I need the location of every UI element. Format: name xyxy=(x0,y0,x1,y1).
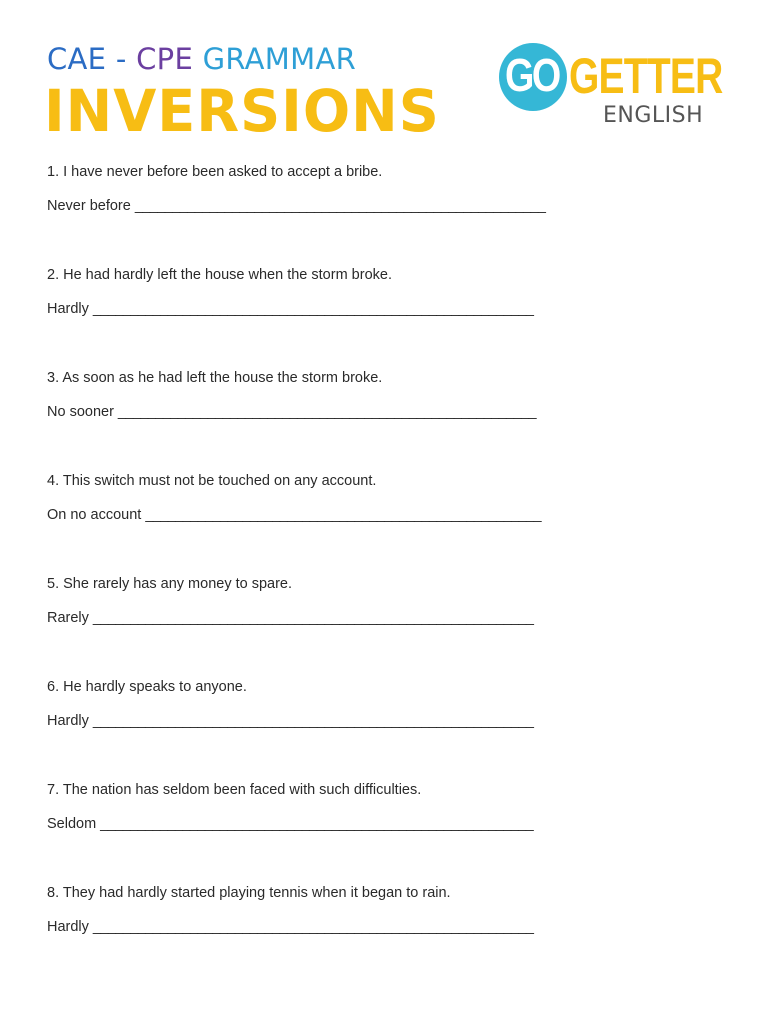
answer-blank[interactable]: __________________________________________________________ xyxy=(100,816,534,832)
answer-blank[interactable]: _____________________________________________________ xyxy=(145,507,541,523)
answer-blank[interactable]: ___________________________________________________________ xyxy=(92,713,534,729)
answer-blank[interactable]: ___________________________________________________________ xyxy=(92,610,534,626)
question-sentence: 8. They had hardly started playing tennis when it began to rain. xyxy=(47,885,451,901)
answer-row xyxy=(47,299,727,319)
question-sentence: 7. The nation has seldom been faced with such difficulties. xyxy=(47,782,422,798)
question-list xyxy=(47,162,727,986)
question-sentence: 5. She rarely has any money to spare. xyxy=(47,576,293,592)
worksheet-subtitle xyxy=(47,42,356,76)
answer-prompt: Hardly xyxy=(47,919,89,935)
question-sentence: 4. This switch must not be touched on any account. xyxy=(47,473,377,489)
answer-row xyxy=(47,402,727,422)
question-item xyxy=(47,471,727,574)
worksheet-title: INVERSIONS xyxy=(44,77,440,145)
subtitle-cpe: CPE xyxy=(136,42,194,76)
answer-row xyxy=(47,196,727,216)
answer-prompt: Hardly xyxy=(47,301,89,317)
answer-blank[interactable]: ___________________________________________________________ xyxy=(92,301,534,317)
question-sentence: 6. He hardly speaks to anyone. xyxy=(47,679,247,695)
question-item xyxy=(47,780,727,883)
logo-english-text: ENGLISH xyxy=(603,103,704,128)
question-item xyxy=(47,677,727,780)
subtitle-cae: CAE - xyxy=(47,42,137,76)
answer-row xyxy=(47,711,727,731)
answer-prompt: No sooner xyxy=(47,404,114,420)
gogetter-logo xyxy=(499,43,723,128)
answer-prompt: Never before xyxy=(47,198,131,214)
question-item xyxy=(47,883,727,986)
answer-blank[interactable]: ___________________________________________________________ xyxy=(92,919,534,935)
question-item xyxy=(47,574,727,677)
answer-row xyxy=(47,505,727,525)
answer-prompt: Rarely xyxy=(47,610,89,626)
logo-go-text: GO xyxy=(505,49,559,101)
question-item xyxy=(47,265,727,368)
answer-row xyxy=(47,608,727,628)
answer-blank[interactable]: _______________________________________________________ xyxy=(134,198,546,214)
answer-row xyxy=(47,917,727,937)
answer-prompt: Seldom xyxy=(47,816,97,832)
question-item xyxy=(47,162,727,265)
question-sentence: 1. I have never before been asked to accept a bribe. xyxy=(47,164,383,180)
question-sentence: 3. As soon as he had left the house the storm broke. xyxy=(47,370,383,386)
question-item xyxy=(47,368,727,471)
logo-getter-text: GETTER xyxy=(569,48,723,104)
answer-blank[interactable]: ________________________________________________________ xyxy=(117,404,536,420)
answer-prompt: On no account xyxy=(47,507,142,523)
question-sentence: 2. He had hardly left the house when the storm broke. xyxy=(47,267,392,283)
subtitle-grammar: GRAMMAR xyxy=(193,42,357,76)
answer-row xyxy=(47,814,727,834)
answer-prompt: Hardly xyxy=(47,713,89,729)
